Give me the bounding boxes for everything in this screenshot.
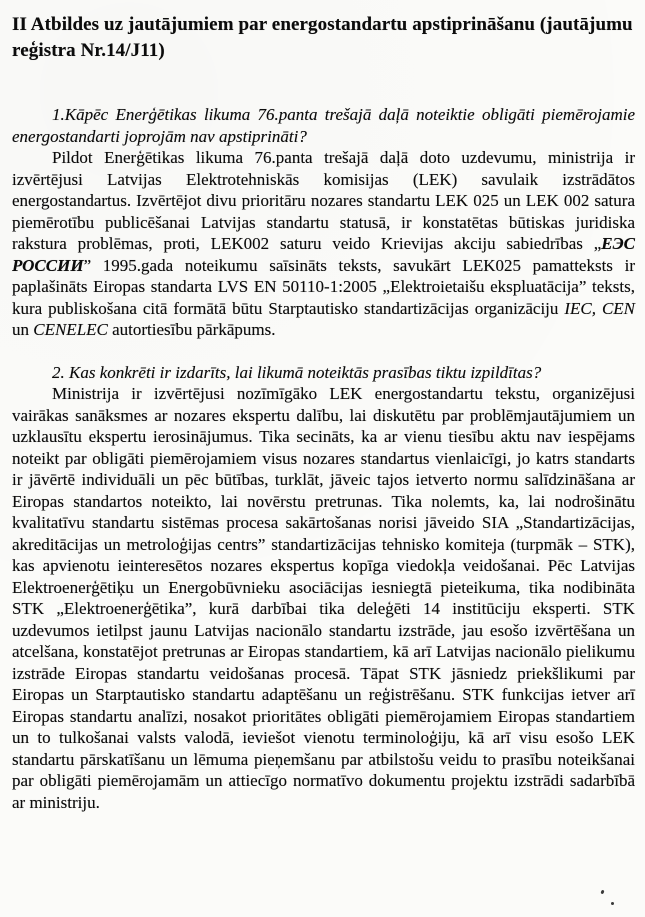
text-segment-italic: IEC, CEN <box>564 298 636 318</box>
text-segment-italic: CENELEC <box>33 320 108 339</box>
answer-paragraph-1 <box>12 147 635 341</box>
text-segment-normal: ” 1995.gada noteikumu saīsināts teksts, savukārt LEK025 pamatteksts ir paplašināts Eiropas standarta LVS EN 50110-1:2005 „Elektroietaišu ekspluatācija” teksts, kura publiskošana citā formātā būtu Starptautisko standartizācijas organizāciju <box>12 255 635 318</box>
text-segment-normal: autortiesību pārkāpums. <box>107 320 276 339</box>
text-segment-bold-italic: ЕЭС РОССИИ <box>12 234 635 275</box>
text-segment-normal: Pildot Enerģētikas likuma 76.panta trešajā daļā doto uzdevumu, ministrija ir izvērtējusi Latvijas Elektrotehniskās komisijas (LEK) savulaik izstrādātos energostandartus. Izvērtējot divu prioritāru nozares standartu LEK 025 un LEK 002 satura piemērotību publicēšanai Latvijas standartu statusā, ir konstatētas būtiskas juridiska rakstura problēmas, proti, LEK002 saturu veido Krievijas akciju sabiedrības „ <box>12 148 635 253</box>
answer-paragraph-2: Ministrija ir izvērtējusi nozīmīgāko LEK energostandartu tekstu, organizējusi vairākas sanāksmes ar nozares ekspertu dalību, lai diskutētu par problēmjautājumiem un uzklausītu ekspertu ierosinājumus. Tika secināts, ka ar vienu tiesību aktu nav iespējams noteikt par obligāti piemērojamiem visus nozares standartus vienlaicīgi, jo katrs standarts ir jāvērtē individuāli un pēc būtības, turklāt, jāveic tajos ietverto normu salīdzināšana ar Eiropas standartos noteikto, lai novērstu pretrunas. Tika nolemts, ka, lai nodrošinātu kvalitatīvu standartu sistēmas procesa sakārtošanas norisi jāveido SIA „Standartizācijas, akreditācijas un metroloģijas centrs” standartizācijas tehnisko komiteja (turpmāk – STK), kas apvienotu ieinteresētos nozares ekspertus kopīga viedokļa veidošanai. Pēc Latvijas Elektroenerģētiķu un Energobūvnieku asociācijas iesniegtā pieteikuma, tika nodibināta STK „Elektroenerģētika”, kurā darbībai tika deleģēti 14 institūciju eksperti. STK uzdevumos ietilpst jaunu Latvijas nacionālo standartu izstrāde, jau esošo izvērtēšana un atcelšana, konstatējot pretrunas ar Eiropas standartiem, kā arī Latvijas nacionālo pielikumu izstrāde Eiropas standartu veidošanas procesā. Tāpat STK jāsniedz priekšlikumi par Eiropas un Starptautisko standartu adaptēšanu un reģistrēšanu. STK funkcijas ietver arī Eiropas standartu analīzi, nosakot prioritātes obligāti piemērojamiem Eiropas standartiem un to tulkošanai valsts valodā, ieviešot vienotu terminoloģiju, kā arī visu esošo LEK standartu pārskatīšanu un lēmuma pieņemšanu par atbilstošu veidu to prasību noteikšanai par obligāti piemērojamām un attiecīgo normatīvo dokumentu projektu izstrādi sadarbībā ar ministriju. <box>12 384 635 812</box>
question-1: 1.Kāpēc Enerģētikas likuma 76.panta trešajā daļā noteiktie obligāti piemērojamie energostandarti joprojām nav apstiprināti? <box>12 105 635 146</box>
question-2: 2. Kas konkrēti ir izdarīts, lai likumā noteiktās prasības tiktu izpildītas? <box>52 362 542 382</box>
scan-speck-artifact <box>611 902 614 905</box>
scan-speck-artifact <box>600 890 604 895</box>
document-heading: II Atbildes uz jautājumiem par energostandartu apstiprināšanu (jautājumu reģistra Nr.14/J11) <box>12 14 633 61</box>
text-segment-normal: un <box>12 320 34 339</box>
